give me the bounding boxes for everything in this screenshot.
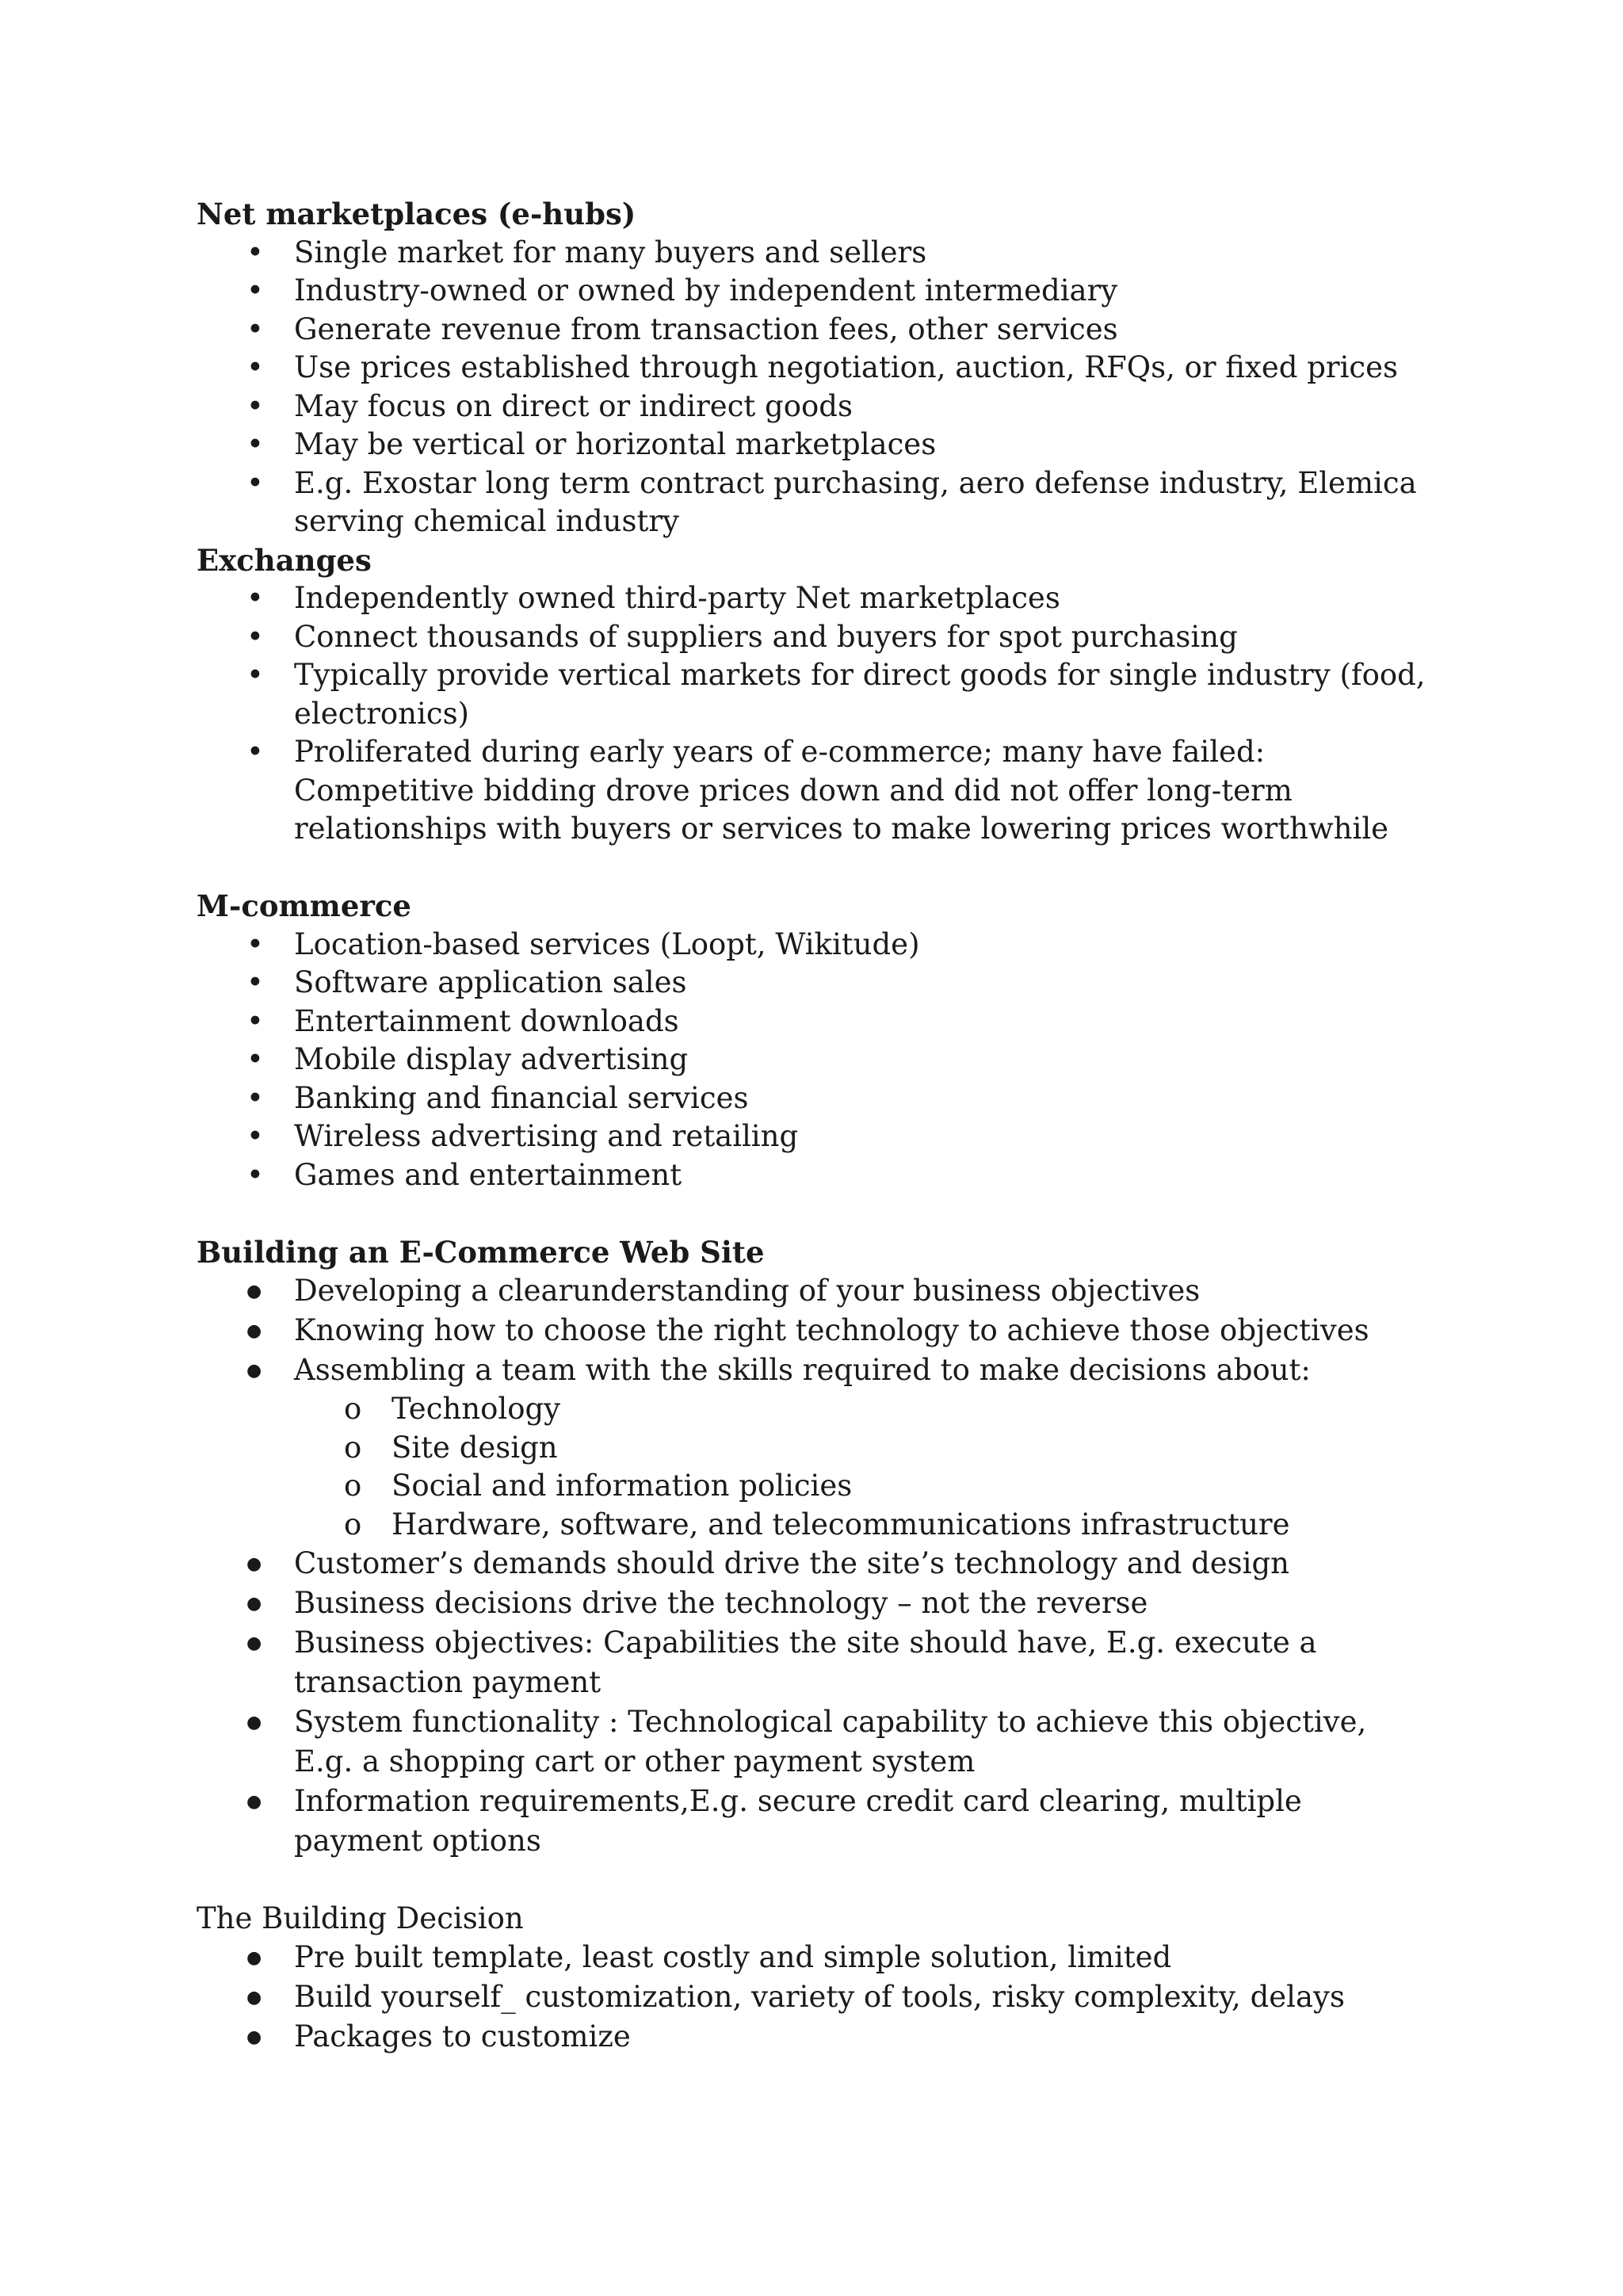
- list-item-text: Assembling a team with the skills required to make decisions about:: [294, 1353, 1311, 1387]
- building-site-list: [197, 1271, 1433, 1861]
- list-item: • Mobile display advertising: [294, 1041, 1433, 1079]
- section-heading-building-site: Building an E-Commerce Web Site: [197, 1234, 765, 1270]
- list-item: ● Customer’s demands should drive the site’s technology and design: [294, 1544, 1433, 1584]
- list-item: ● System functionality : Technological capability to achieve this objective, E.g. a shopping cart or other payment system: [294, 1702, 1433, 1782]
- sub-list-item: o Technology: [391, 1390, 1433, 1429]
- list-item: ● Business objectives: Capabilities the site should have, E.g. execute a transaction payment: [294, 1623, 1433, 1702]
- list-item: ● Knowing how to choose the right technology to achieve those objectives: [294, 1311, 1433, 1350]
- list-item: • Wireless advertising and retailing: [294, 1117, 1433, 1156]
- list-item: • Location-based services (Loopt, Wikitude): [294, 926, 1433, 965]
- m-commerce-list: [197, 926, 1433, 1195]
- list-item: • Connect thousands of suppliers and buyers for spot purchasing: [294, 618, 1433, 657]
- list-item: ● Business decisions drive the technology – not the reverse: [294, 1584, 1433, 1623]
- list-item: • Games and entertainment: [294, 1156, 1433, 1195]
- list-item: • May focus on direct or indirect goods: [294, 388, 1433, 426]
- sub-list-item: o Hardware, software, and telecommunications infrastructure: [391, 1506, 1433, 1545]
- list-item: • Generate revenue from transaction fees, other services: [294, 311, 1433, 350]
- list-item: ● Build yourself_ customization, variety of tools, risky complexity, delays: [294, 1977, 1433, 2017]
- sub-list: [294, 1390, 1433, 1544]
- exchanges-list: [197, 579, 1433, 849]
- section-heading-m-commerce: M-commerce: [197, 888, 411, 923]
- list-item: • Industry-owned or owned by independent intermediary: [294, 272, 1433, 311]
- list-item: • Independently owned third-party Net marketplaces: [294, 579, 1433, 618]
- list-item: • Use prices established through negotiation, auction, RFQs, or fixed prices: [294, 349, 1433, 388]
- list-item: ● Pre built template, least costly and simple solution, limited: [294, 1938, 1433, 1977]
- list-item: • Single market for many buyers and sellers: [294, 234, 1433, 273]
- list-item: [294, 1350, 1433, 1544]
- list-item: • E.g. Exostar long term contract purchasing, aero defense industry, Elemica serving chemical industry: [294, 464, 1433, 541]
- list-item: • Entertainment downloads: [294, 1003, 1433, 1041]
- net-marketplaces-list: [197, 234, 1433, 541]
- spacer: [197, 1194, 1433, 1233]
- list-item: • Banking and financial services: [294, 1079, 1433, 1118]
- spacer: [197, 849, 1433, 888]
- sub-list-item: o Social and information policies: [391, 1467, 1433, 1506]
- list-item: ● Developing a clearunderstanding of your business objectives: [294, 1271, 1433, 1311]
- section-heading-building-decision: The Building Decision: [197, 1901, 524, 1935]
- list-item: ● Packages to customize: [294, 2017, 1433, 2057]
- section-heading-exchanges: Exchanges: [197, 542, 372, 578]
- sub-list-item: o Site design: [391, 1429, 1433, 1468]
- list-item: ● Information requirements,E.g. secure credit card clearing, multiple payment options: [294, 1782, 1433, 1861]
- spacer: [197, 1861, 1433, 1900]
- list-item: • Proliferated during early years of e-commerce; many have failed: Competitive bidding drove prices down and did not offer long-term relationships with buyers or services to make lowering prices worthwhile: [294, 733, 1433, 849]
- list-item: • May be vertical or horizontal marketplaces: [294, 426, 1433, 464]
- building-decision-list: [197, 1938, 1433, 2057]
- list-item: • Software application sales: [294, 964, 1433, 1003]
- section-heading-net-marketplaces: Net marketplaces (e-hubs): [197, 197, 636, 231]
- document-page: [197, 195, 1433, 2057]
- list-item: • Typically provide vertical markets for direct goods for single industry (food, electronics): [294, 656, 1433, 733]
